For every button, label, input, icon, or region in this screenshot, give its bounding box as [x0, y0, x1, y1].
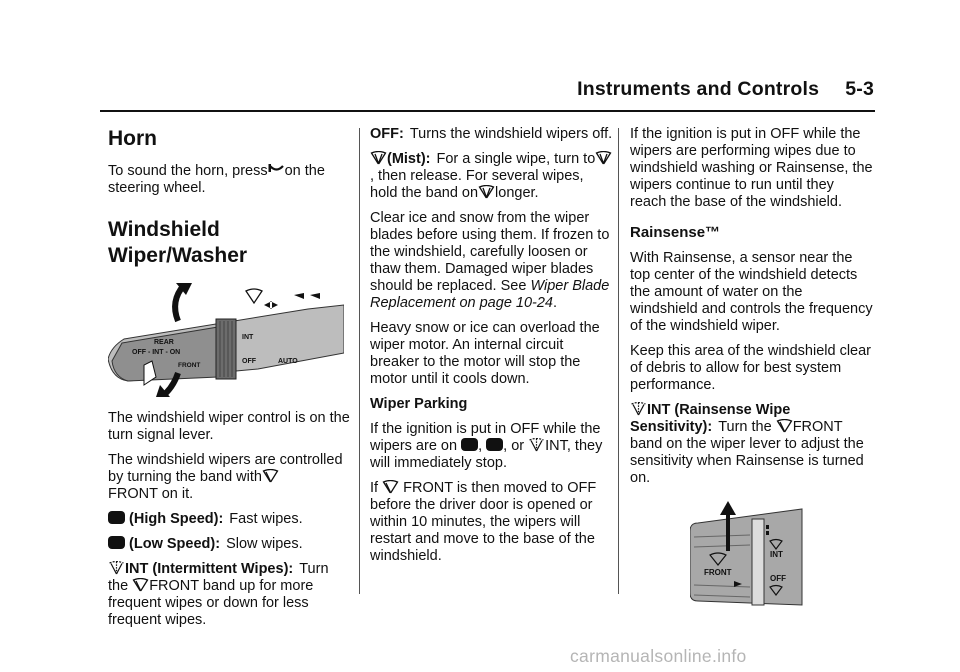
- rainsense-paragraph-2: Keep this area of the windshield clear of debris to allow for best system performance.: [630, 343, 872, 393]
- horn-icon: [268, 163, 285, 177]
- rainsense-paragraph-1: With Rainsense, a sensor near the top center of the windshield detects the amount of water on the windshield and controls the frequency of the windshield wiper.: [630, 250, 873, 334]
- mist-paragraph: (Mist): For a single wipe, turn to, then release. For several wipes, hold the band on longer.: [370, 151, 614, 202]
- fig-label-rear: REAR: [154, 339, 174, 346]
- wiper-band-paragraph: The windshield wipers are controlled by turning the band with FRONT on it.: [108, 452, 343, 502]
- rainsense-heading: Rainsense™: [630, 224, 721, 241]
- fig-label-int: INT: [770, 550, 783, 559]
- parking-paragraph-1: If the ignition is put in OFF while the wipers are on , , or INT, they will immediately stop.: [370, 421, 603, 471]
- fig-label-auto: AUTO: [278, 358, 298, 365]
- wiper-symbol-icon: [132, 578, 149, 592]
- column-divider: [618, 128, 619, 594]
- column-3: [630, 126, 874, 613]
- header-rule: [100, 110, 875, 112]
- watermark: carmanualsonline.info: [570, 646, 747, 666]
- off-paragraph: OFF: Turns the windshield wipers off.: [370, 126, 613, 142]
- fig-label-front: FRONT: [178, 362, 201, 369]
- wiper-heading: Windshield Wiper/Washer: [108, 218, 248, 267]
- high-speed-icon: [108, 511, 125, 524]
- mist-icon: [478, 185, 495, 199]
- wiper-symbol-icon: [776, 419, 793, 433]
- page-number: 5-3: [845, 78, 874, 100]
- rainsense-band-illustration: [690, 501, 810, 613]
- column-divider: [359, 128, 360, 594]
- overload-paragraph: Heavy snow or ice can overload the wiper motor. An internal circuit breaker to the motor will stop the motor until it cools down.: [370, 320, 600, 387]
- wiper-symbol-icon: [262, 469, 279, 483]
- fig-label-off-int-on: OFF - INT - ON: [132, 349, 181, 356]
- high-speed-paragraph: (High Speed): Fast wipes.: [108, 511, 352, 528]
- low-speed-icon: [108, 536, 125, 549]
- parking-paragraph-2: If FRONT is then moved to OFF before the driver door is opened or within 10 minutes, the wipers will restart and move to the base of the windshield.: [370, 480, 597, 564]
- intermittent-paragraph: INT (Intermittent Wipes): Turn the FRONT band up for more frequent wipes or down for less frequent wipes.: [108, 561, 329, 628]
- fig-label-off: OFF: [770, 574, 786, 583]
- intermittent-wiper-icon: [108, 561, 125, 575]
- fig-label-int: INT: [242, 334, 254, 341]
- column-1: [108, 126, 352, 637]
- clear-ice-paragraph: Clear ice and snow from the wiper blades before using them. If frozen to the windshield, carefully loosen or thaw them. Damaged wiper blades should be replaced. See Wiper Blade Replacement on page 10-24.: [370, 210, 610, 311]
- wiper-intro: The windshield wiper control is on the turn signal lever.: [108, 410, 350, 443]
- fig-label-front: FRONT: [704, 568, 732, 577]
- intermittent-wiper-icon: [630, 402, 647, 416]
- wiper-lever-illustration: [108, 281, 344, 397]
- mist-icon: [595, 151, 612, 165]
- fig-label-off: OFF: [242, 358, 256, 365]
- wiper-blade-reference: Wiper Blade Replacement on page 10-24: [370, 278, 610, 311]
- high-speed-icon: [461, 438, 478, 451]
- low-speed-icon: [486, 438, 503, 451]
- intermittent-wiper-icon: [528, 438, 545, 452]
- column-2: [370, 126, 614, 573]
- page-header: [0, 78, 874, 101]
- low-speed-paragraph: (Low Speed): Slow wipes.: [108, 536, 352, 553]
- section-title: Instruments and Controls: [577, 78, 820, 100]
- mist-icon: [370, 151, 387, 165]
- wiper-symbol-icon: [382, 480, 399, 494]
- parking-paragraph-3: If the ignition is put in OFF while the wipers are performing wipes due to windshield washing or Rainsense, the wipers continue to run until they reach the base of the windshield.: [630, 126, 873, 210]
- horn-paragraph: To sound the horn, press on the steering wheel.: [108, 163, 325, 196]
- wiper-parking-heading: Wiper Parking: [370, 396, 468, 412]
- horn-heading: Horn: [108, 127, 157, 150]
- rainsense-sensitivity-paragraph: INT (Rainsense Wipe Sensitivity): Turn the FRONT band on the wiper lever to adjust the sensitivity when Rainsense is turned on.: [630, 402, 864, 486]
